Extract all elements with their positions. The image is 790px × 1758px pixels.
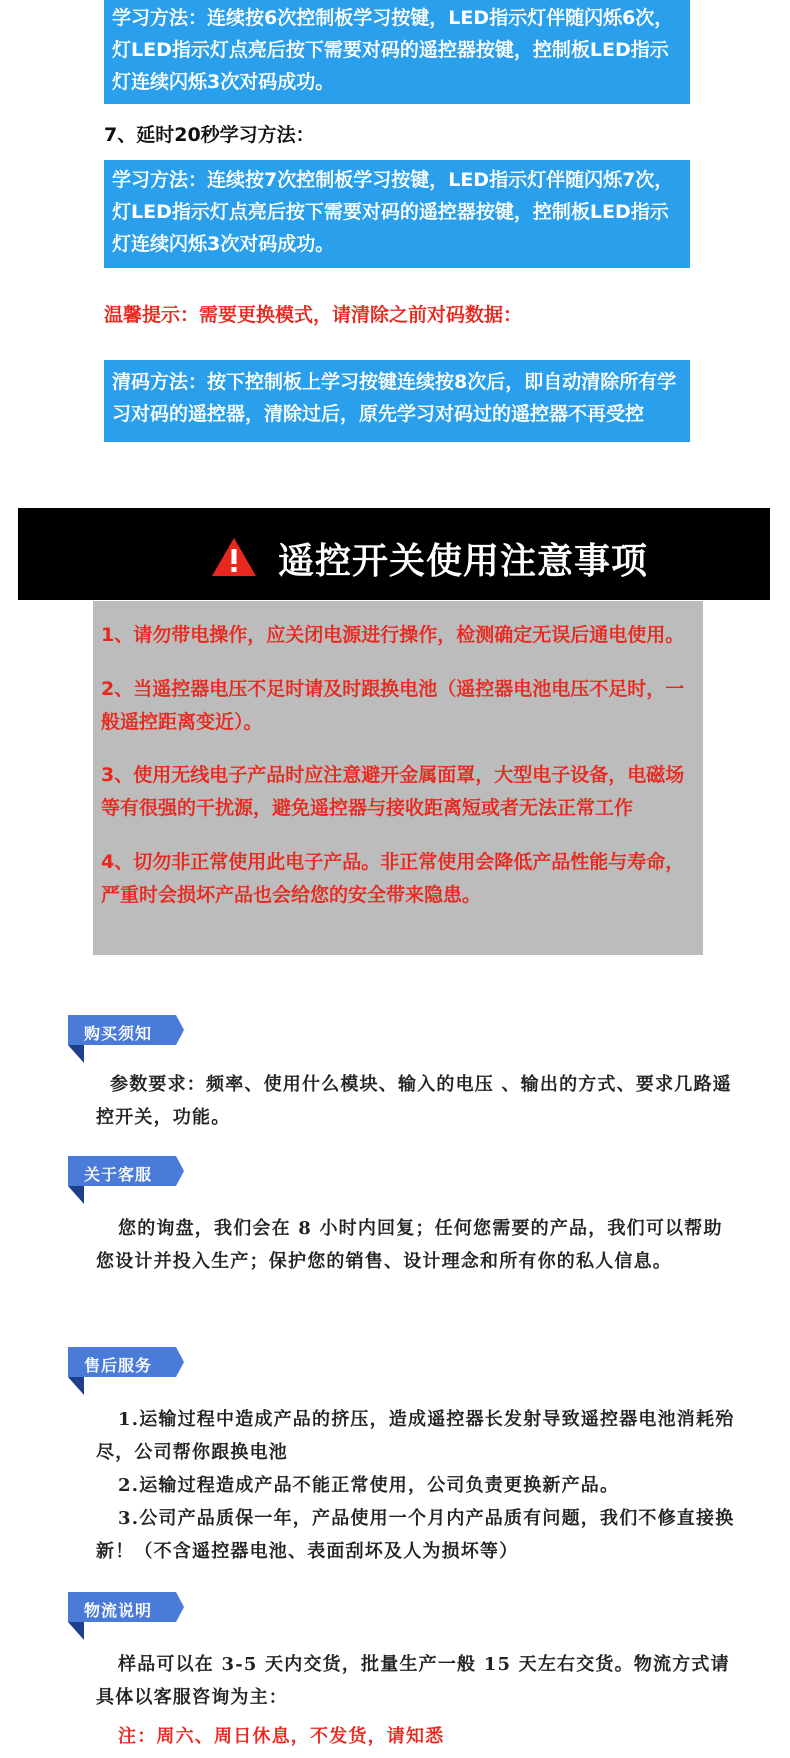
warning-note-1: 1、请勿带电操作，应关闭电源进行操作，检测确定无误后通电使用。: [101, 624, 685, 646]
heading-step-7: 7、延时20秒学习方法：: [104, 124, 315, 146]
warning-title: 遥控开关使用注意事项: [278, 541, 649, 582]
warm-tip: 温馨提示：需要更换模式，请清除之前对码数据：: [104, 304, 523, 326]
aftersale-line-3: 3.公司产品质保一年，产品使用一个月内产品质有问题，我们不修直接换新！（不含遥控器电池、表面刮坏及人为损坏等）: [96, 1508, 735, 1562]
aftersale-line-2: 2.运输过程造成产品不能正常使用，公司负责更换新产品。: [118, 1475, 620, 1496]
warning-note-4: 4、切勿非正常使用此电子产品。非正常使用会降低产品性能与寿命，严重时会损坏产品也会给您的安全带来隐患。: [101, 851, 685, 906]
service-text: [96, 1212, 736, 1278]
service-text-content: 您的询盘，我们会在 8 小时内回复；任何您需要的产品，我们可以帮助您设计并投入生产；保护您的销售、设计理念和所有你的私人信息。: [96, 1218, 723, 1272]
warning-notes-panel: [93, 601, 703, 955]
section-tag-label: 关于客服: [84, 1165, 153, 1184]
warning-banner: [18, 508, 770, 600]
learning-method-text-6: 学习方法：连续按6次控制板学习按键，LED指示灯伴随闪烁6次，灯LED指示灯点亮后按下需要对码的遥控器按键，控制板LED指示灯连续闪烁3次对码成功。: [112, 7, 674, 93]
section-tag-purchase: [68, 1015, 188, 1075]
learning-method-box-7: [104, 160, 690, 268]
purchase-text-content: 参数要求：频率、使用什么模块、输入的电压 、输出的方式、要求几路遥控开关，功能。: [96, 1074, 732, 1128]
section-tag-service: [68, 1156, 188, 1216]
clear-code-text: 清码方法：按下控制板上学习按键连续按8次后，即自动清除所有学习对码的遥控器，清除过后，原先学习对码过的遥控器不再受控: [112, 371, 677, 425]
aftersale-text: [96, 1403, 736, 1568]
section-tag-label: 售后服务: [84, 1356, 153, 1375]
learning-method-text-7: 学习方法：连续按7次控制板学习按键，LED指示灯伴随闪烁7次，灯LED指示灯点亮后按下需要对码的遥控器按键，控制板LED指示灯连续闪烁3次对码成功。: [112, 169, 674, 255]
section-tag-logistics: [68, 1592, 188, 1652]
aftersale-line-1: 1.运输过程中造成产品的挤压，造成遥控器长发射导致遥控器电池消耗殆尽，公司帮你跟换电池: [96, 1409, 735, 1463]
section-tag-label: 物流说明: [84, 1601, 153, 1620]
section-tag-label: 购买须知: [84, 1024, 153, 1043]
logistics-note: 注：周六、周日休息，不发货，请知悉: [118, 1726, 445, 1747]
warning-triangle-icon: [211, 537, 257, 577]
section-tag-aftersale: [68, 1347, 188, 1407]
warning-note-3: 3、使用无线电子产品时应注意避开金属面罩，大型电子设备，电磁场等有很强的干扰源，避免遥控器与接收距离短或者无法正常工作: [101, 764, 685, 819]
warning-note-2: 2、当遥控器电压不足时请及时跟换电池（遥控器电池电压不足时，一般遥控距离变近）。: [101, 678, 685, 733]
learning-method-box-6: [104, 0, 690, 104]
purchase-text: [96, 1068, 736, 1134]
logistics-text: [96, 1648, 736, 1714]
logistics-text-content: 样品可以在 3-5 天内交货，批量生产一般 15 天左右交货。物流方式请具体以客服咨询为主：: [96, 1654, 730, 1708]
clear-code-box: [104, 360, 690, 442]
